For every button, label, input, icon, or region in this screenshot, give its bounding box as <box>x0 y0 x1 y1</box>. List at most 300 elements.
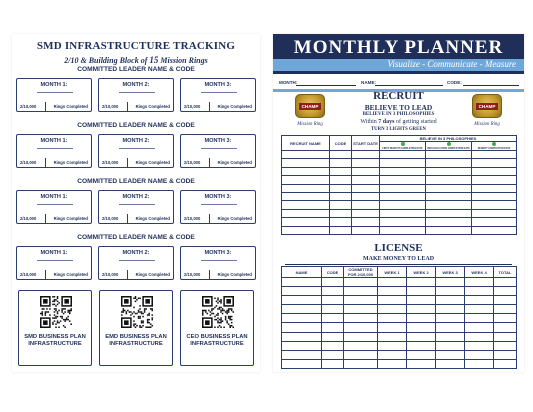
month-entry-line[interactable] <box>201 204 237 205</box>
table-cell[interactable] <box>378 305 407 314</box>
table-cell[interactable] <box>465 278 494 287</box>
footer-divider <box>209 102 210 111</box>
qr-card-ceo[interactable] <box>180 290 254 366</box>
table-cell[interactable] <box>426 176 472 184</box>
table-cell[interactable] <box>426 209 472 217</box>
within-days: 7 days <box>378 119 395 125</box>
table-row <box>282 341 517 350</box>
table-cell[interactable] <box>322 341 344 350</box>
rings-completed-label: Rings Completed <box>217 160 252 165</box>
table-cell[interactable] <box>322 287 344 296</box>
recruit-heading: RECRUIT <box>373 90 424 102</box>
footer-divider <box>209 270 210 279</box>
month-entry-line[interactable] <box>119 204 155 205</box>
goal-text: 2/10,000 <box>20 272 37 277</box>
qr-card-line1: CEO BUSINESS PLAN <box>186 334 248 340</box>
month-entry-line[interactable] <box>37 148 73 149</box>
col-week-3: WEEK 3 <box>436 267 465 278</box>
month-label: MONTH 2: <box>122 82 150 88</box>
qr-card-label <box>181 334 253 348</box>
table-cell[interactable] <box>282 192 330 200</box>
rings-completed-label: Rings Completed <box>217 104 252 109</box>
table-cell[interactable] <box>344 296 378 305</box>
rings-completed-label: Rings Completed <box>53 272 88 277</box>
table-cell[interactable] <box>494 359 517 368</box>
table-cell[interactable] <box>352 176 380 184</box>
table-cell[interactable] <box>436 332 465 341</box>
table-cell[interactable] <box>465 305 494 314</box>
committed-leader-label: COMMITTED LEADER NAME & CODE <box>77 66 195 73</box>
table-cell[interactable] <box>282 323 322 332</box>
table-cell[interactable] <box>494 314 517 323</box>
month-box[interactable] <box>98 134 174 168</box>
rings-completed-label: Rings Completed <box>53 216 88 221</box>
table-cell[interactable] <box>282 159 330 167</box>
table-cell[interactable] <box>465 287 494 296</box>
recruit-table <box>281 135 517 235</box>
table-row <box>282 218 517 226</box>
monthly-planner-page <box>273 34 524 372</box>
table-cell[interactable] <box>282 218 330 226</box>
month-entry-line[interactable] <box>119 260 155 261</box>
rings-completed-label: Rings Completed <box>53 104 88 109</box>
table-cell[interactable] <box>282 167 330 175</box>
footer-divider <box>127 270 128 279</box>
table-cell[interactable] <box>465 314 494 323</box>
month-box[interactable] <box>98 246 174 280</box>
table-cell[interactable] <box>436 359 465 368</box>
table-row <box>282 359 517 368</box>
month-footer <box>20 272 88 277</box>
table-cell[interactable] <box>352 209 380 217</box>
table-cell[interactable] <box>330 209 352 217</box>
table-cell[interactable] <box>436 314 465 323</box>
footer-divider <box>127 102 128 111</box>
table-cell[interactable] <box>352 218 380 226</box>
planner-tagline: Visualize - Communicate - Measure <box>387 59 516 69</box>
table-cell[interactable] <box>472 184 517 192</box>
goal-text: 2/10,000 <box>102 272 119 277</box>
table-cell[interactable] <box>407 332 436 341</box>
table-cell[interactable] <box>330 226 352 234</box>
table-cell[interactable] <box>330 192 352 200</box>
table-cell[interactable] <box>472 218 517 226</box>
table-cell[interactable] <box>322 296 344 305</box>
table-cell[interactable] <box>352 184 380 192</box>
month-footer <box>184 272 252 277</box>
table-cell[interactable] <box>282 296 322 305</box>
table-cell[interactable] <box>407 287 436 296</box>
green-light-icon <box>401 142 405 146</box>
table-cell[interactable] <box>465 296 494 305</box>
table-cell[interactable] <box>380 167 426 175</box>
month-entry-line[interactable] <box>201 92 237 93</box>
month-footer <box>184 216 252 221</box>
month-footer <box>184 160 252 165</box>
make-money-to-lead: MAKE MONEY TO LEAD <box>362 256 435 262</box>
month-entry-line[interactable] <box>37 260 73 261</box>
table-cell[interactable] <box>472 192 517 200</box>
table-cell[interactable] <box>330 151 352 159</box>
table-cell[interactable] <box>352 167 380 175</box>
table-cell[interactable] <box>465 359 494 368</box>
believe-to-lead: BELIEVE TO LEAD <box>364 103 433 112</box>
table-cell[interactable] <box>465 332 494 341</box>
month-entry-line[interactable] <box>119 92 155 93</box>
table-cell[interactable] <box>352 226 380 234</box>
col-philosophies-group: BELIEVE IN 3 PHILOSOPHIES <box>380 136 517 142</box>
page-subtitle <box>12 55 260 65</box>
table-cell[interactable] <box>378 341 407 350</box>
col-name: NAME <box>282 267 322 278</box>
table-cell[interactable] <box>282 226 330 234</box>
table-cell[interactable] <box>282 287 322 296</box>
table-cell[interactable] <box>407 296 436 305</box>
footer-divider <box>127 158 128 167</box>
table-cell[interactable] <box>282 184 330 192</box>
goal-text: 2/10,000 <box>184 216 201 221</box>
month-footer <box>20 160 88 165</box>
table-cell[interactable] <box>330 218 352 226</box>
month-label: MONTH 1: <box>40 194 68 200</box>
table-row <box>282 323 517 332</box>
table-cell[interactable] <box>282 151 330 159</box>
table-cell[interactable] <box>380 159 426 167</box>
table-row <box>282 314 517 323</box>
table-cell[interactable] <box>282 341 322 350</box>
table-cell[interactable] <box>378 350 407 359</box>
table-cell[interactable] <box>322 323 344 332</box>
table-row <box>282 176 517 184</box>
table-cell[interactable] <box>472 209 517 217</box>
month-tracking-group <box>16 190 256 224</box>
table-cell[interactable] <box>407 323 436 332</box>
table-cell[interactable] <box>494 332 517 341</box>
license-divider <box>285 264 512 265</box>
goal-text: 2/10,000 <box>184 160 201 165</box>
subtitle-prefix: 2/10 & Building Block of <box>64 56 150 65</box>
rings-completed-label: Rings Completed <box>135 104 170 109</box>
table-cell[interactable] <box>352 192 380 200</box>
name-field[interactable] <box>375 85 443 86</box>
footer-divider <box>45 214 46 223</box>
table-cell[interactable] <box>436 287 465 296</box>
table-cell[interactable] <box>330 159 352 167</box>
table-cell[interactable] <box>380 209 426 217</box>
table-cell[interactable] <box>282 359 322 368</box>
month-footer <box>102 272 170 277</box>
ring-caption: Mission Ring <box>297 122 323 127</box>
table-cell[interactable] <box>378 314 407 323</box>
table-cell[interactable] <box>322 350 344 359</box>
table-cell[interactable] <box>322 314 344 323</box>
qr-code-icon <box>121 296 153 328</box>
col-week-1: WEEK 1 <box>378 267 407 278</box>
table-cell[interactable] <box>407 305 436 314</box>
table-cell[interactable] <box>436 350 465 359</box>
table-cell[interactable] <box>380 226 426 234</box>
table-cell[interactable] <box>380 176 426 184</box>
col-total: TOTAL <box>494 267 517 278</box>
month-box[interactable] <box>16 78 92 112</box>
table-cell[interactable] <box>426 192 472 200</box>
month-tracking-group <box>16 246 256 280</box>
table-cell[interactable] <box>407 341 436 350</box>
rings-completed-label: Rings Completed <box>53 160 88 165</box>
goal-text: 2/10,000 <box>102 160 119 165</box>
table-cell[interactable] <box>465 350 494 359</box>
table-cell[interactable] <box>378 278 407 287</box>
table-cell[interactable] <box>436 305 465 314</box>
month-entry-line[interactable] <box>201 148 237 149</box>
rings-completed-label: Rings Completed <box>135 160 170 165</box>
ring-caption: Mission Ring <box>474 122 500 127</box>
month-box[interactable] <box>180 78 256 112</box>
table-cell[interactable] <box>426 167 472 175</box>
table-cell[interactable] <box>344 359 378 368</box>
table-row <box>282 192 517 200</box>
month-box[interactable] <box>16 246 92 280</box>
table-cell[interactable] <box>378 332 407 341</box>
goal-text: 2/10,000 <box>184 272 201 277</box>
goal-text: 2/10,000 <box>20 160 37 165</box>
month-entry-line[interactable] <box>37 92 73 93</box>
table-cell[interactable] <box>465 341 494 350</box>
table-cell[interactable] <box>494 341 517 350</box>
table-cell[interactable] <box>282 332 322 341</box>
table-cell[interactable] <box>282 314 322 323</box>
rings-completed-label: Rings Completed <box>217 272 252 277</box>
month-footer <box>102 104 170 109</box>
qr-card-line1: SMD BUSINESS PLAN <box>24 334 86 340</box>
month-label: MONTH 1: <box>40 82 68 88</box>
table-cell[interactable] <box>352 151 380 159</box>
table-cell[interactable] <box>380 218 426 226</box>
month-label: MONTH 3: <box>204 138 232 144</box>
table-cell[interactable] <box>282 278 322 287</box>
committed-leader-label: COMMITTED LEADER NAME & CODE <box>77 234 195 241</box>
col-code: CODE <box>322 267 344 278</box>
table-cell[interactable] <box>352 159 380 167</box>
col-first-recruit: FIRST RECRUIT COMPLETION DATE <box>380 142 426 151</box>
month-box[interactable] <box>98 78 174 112</box>
table-cell[interactable] <box>322 305 344 314</box>
footer-divider <box>45 102 46 111</box>
table-cell[interactable] <box>330 176 352 184</box>
month-entry-line[interactable] <box>119 148 155 149</box>
qr-card-label <box>19 334 91 348</box>
qr-card-emd[interactable] <box>99 290 173 366</box>
col-start-date: START DATE <box>352 136 380 151</box>
table-cell[interactable] <box>426 151 472 159</box>
table-cell[interactable] <box>494 323 517 332</box>
month-label: MONTH 2: <box>122 194 150 200</box>
col-committed: COMMITTED FOR 2/10,000 <box>344 267 378 278</box>
table-cell[interactable] <box>380 192 426 200</box>
table-row <box>282 209 517 217</box>
month-field-label: MONTH: <box>279 80 298 85</box>
table-cell[interactable] <box>380 201 426 209</box>
qr-card-line1: EMD BUSINESS PLAN <box>105 334 167 340</box>
footer-divider <box>209 158 210 167</box>
table-cell[interactable] <box>322 332 344 341</box>
table-cell[interactable] <box>407 278 436 287</box>
ring-champ-text: CHAMP <box>299 103 321 110</box>
lights-note: TURN 3 LIGHTS GREEN <box>370 127 427 132</box>
infrastructure-tracking-page <box>12 34 260 372</box>
within-suffix: of getting started <box>394 119 437 125</box>
green-light-icon <box>492 142 496 146</box>
month-box[interactable] <box>180 190 256 224</box>
table-cell[interactable] <box>426 201 472 209</box>
code-field-label: CODE: <box>447 80 462 85</box>
qr-card-line2: INFRASTRUCTURE <box>28 341 82 347</box>
license-table <box>281 266 517 369</box>
col-week-4: WEEK 4 <box>465 267 494 278</box>
table-cell[interactable] <box>407 314 436 323</box>
code-field[interactable] <box>463 85 519 86</box>
table-row <box>282 332 517 341</box>
month-entry-line[interactable] <box>201 260 237 261</box>
month-label: MONTH 2: <box>122 138 150 144</box>
table-row <box>282 184 517 192</box>
subtitle-suffix: Mission Rings <box>158 56 208 65</box>
table-cell[interactable] <box>344 332 378 341</box>
rings-completed-label: Rings Completed <box>135 272 170 277</box>
table-cell[interactable] <box>494 296 517 305</box>
qr-card-line2: INFRASTRUCTURE <box>190 341 244 347</box>
month-box[interactable] <box>16 134 92 168</box>
table-cell[interactable] <box>426 159 472 167</box>
month-box[interactable] <box>98 190 174 224</box>
table-cell[interactable] <box>436 341 465 350</box>
table-cell[interactable] <box>378 359 407 368</box>
table-cell[interactable] <box>426 226 472 234</box>
table-cell[interactable] <box>472 201 517 209</box>
qr-code-icon <box>202 296 234 328</box>
table-cell[interactable] <box>344 278 378 287</box>
table-cell[interactable] <box>378 296 407 305</box>
table-row <box>282 201 517 209</box>
month-box[interactable] <box>16 190 92 224</box>
table-cell[interactable] <box>436 296 465 305</box>
ring-champ-text: CHAMP <box>476 103 498 110</box>
table-row <box>282 296 517 305</box>
table-cell[interactable] <box>352 201 380 209</box>
qr-code-icon <box>40 296 72 328</box>
month-field[interactable] <box>296 85 356 86</box>
table-cell[interactable] <box>282 176 330 184</box>
table-cell[interactable] <box>378 323 407 332</box>
table-row <box>282 159 517 167</box>
table-cell[interactable] <box>472 159 517 167</box>
month-label: MONTH 1: <box>40 138 68 144</box>
goal-text: 2/10,000 <box>102 216 119 221</box>
table-cell[interactable] <box>282 305 322 314</box>
table-cell[interactable] <box>344 341 378 350</box>
committed-leader-label: COMMITTED LEADER NAME & CODE <box>77 178 195 185</box>
col-benefit: BENEFIT COMPLETION DATE <box>472 142 517 151</box>
month-entry-line[interactable] <box>37 204 73 205</box>
table-cell[interactable] <box>322 359 344 368</box>
table-cell[interactable] <box>322 278 344 287</box>
table-cell[interactable] <box>380 184 426 192</box>
table-row <box>282 350 517 359</box>
table-cell[interactable] <box>426 218 472 226</box>
table-cell[interactable] <box>436 323 465 332</box>
within-prefix: Within <box>360 119 379 125</box>
table-cell[interactable] <box>282 350 322 359</box>
green-light-icon <box>447 142 451 146</box>
table-cell[interactable] <box>494 305 517 314</box>
table-cell[interactable] <box>494 278 517 287</box>
footer-divider <box>127 214 128 223</box>
name-field-label: NAME: <box>361 80 377 85</box>
col-evaluation: 2ND EVALUATION COMPLETION DATE <box>426 142 472 151</box>
table-cell[interactable] <box>330 167 352 175</box>
table-cell[interactable] <box>426 184 472 192</box>
table-cell[interactable] <box>378 287 407 296</box>
table-cell[interactable] <box>472 167 517 175</box>
table-cell[interactable] <box>494 350 517 359</box>
table-cell[interactable] <box>407 350 436 359</box>
table-cell[interactable] <box>344 314 378 323</box>
within-days-note <box>273 119 524 125</box>
table-cell[interactable] <box>472 176 517 184</box>
table-cell[interactable] <box>344 287 378 296</box>
month-footer <box>102 160 170 165</box>
subtitle-number: 15 <box>149 55 159 65</box>
table-cell[interactable] <box>282 201 330 209</box>
month-footer <box>20 216 88 221</box>
table-cell[interactable] <box>436 278 465 287</box>
table-cell[interactable] <box>282 209 330 217</box>
table-row <box>282 305 517 314</box>
qr-card-line2: INFRASTRUCTURE <box>109 341 163 347</box>
month-box[interactable] <box>180 246 256 280</box>
month-label: MONTH 3: <box>204 82 232 88</box>
table-cell[interactable] <box>344 305 378 314</box>
table-row <box>282 167 517 175</box>
table-cell[interactable] <box>472 151 517 159</box>
page-title: SMD INFRASTRUCTURE TRACKING <box>36 40 236 52</box>
table-cell[interactable] <box>465 323 494 332</box>
table-cell[interactable] <box>344 350 378 359</box>
footer-divider <box>45 158 46 167</box>
rings-completed-label: Rings Completed <box>135 216 170 221</box>
qr-card-label <box>100 334 172 348</box>
table-cell[interactable] <box>330 201 352 209</box>
table-cell[interactable] <box>472 226 517 234</box>
table-cell[interactable] <box>344 323 378 332</box>
license-heading: LICENSE <box>374 242 423 254</box>
month-box[interactable] <box>180 134 256 168</box>
month-label: MONTH 1: <box>40 250 68 256</box>
month-label: MONTH 2: <box>122 250 150 256</box>
believe-philosophies: BELIEVE IN 3 PHILOSOPHIES <box>362 112 435 117</box>
month-footer <box>184 104 252 109</box>
table-cell[interactable] <box>494 287 517 296</box>
month-footer <box>20 104 88 109</box>
table-cell[interactable] <box>330 184 352 192</box>
qr-card-smd[interactable] <box>18 290 92 366</box>
table-cell[interactable] <box>407 359 436 368</box>
goal-text: 2/10,000 <box>20 216 37 221</box>
footer-divider <box>45 270 46 279</box>
col-week-2: WEEK 2 <box>407 267 436 278</box>
planner-title: MONTHLY PLANNER <box>293 37 504 58</box>
table-cell[interactable] <box>380 151 426 159</box>
